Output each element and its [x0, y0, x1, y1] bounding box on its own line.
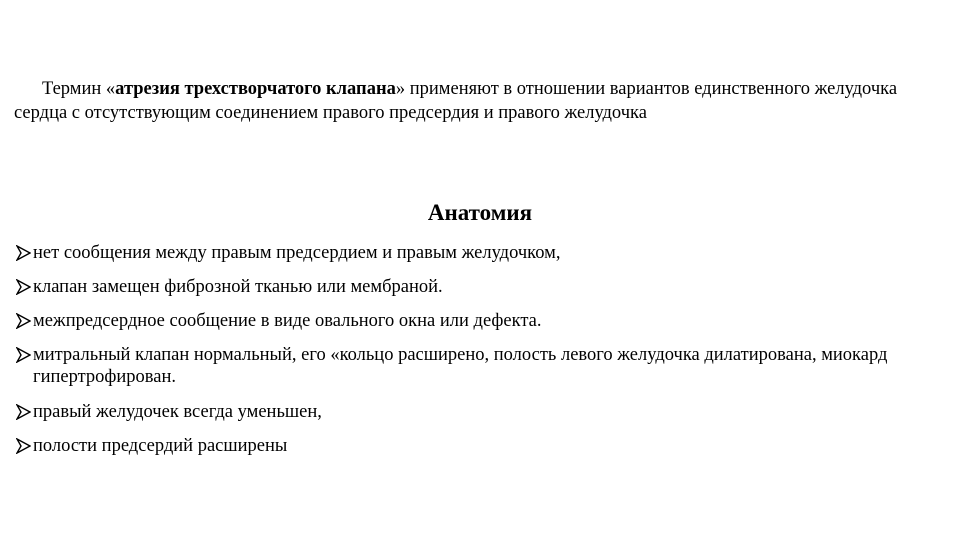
list-item	[16, 276, 916, 298]
list-item-text: нет сообщения между правым предсердием и правым желудочком,	[33, 243, 561, 263]
intro-paragraph	[14, 77, 934, 125]
list-item-text: полости предсердий расширены	[33, 436, 288, 456]
arrowhead-bullet-icon	[16, 310, 33, 332]
arrowhead-bullet-icon	[16, 435, 33, 457]
intro-suffix: » применяют в отношении вариантов единственного желудочка сердца с отсутствующим соединением правого предсердия и правого желудочка	[14, 79, 898, 123]
arrowhead-bullet-icon	[16, 276, 33, 298]
list-item-text: правый желудочек всегда уменьшен,	[33, 402, 322, 422]
list-item	[16, 344, 916, 388]
list-item	[16, 242, 916, 264]
intro-term: атрезия трехстворчатого клапана	[115, 79, 396, 99]
section-heading: Анатомия	[427, 200, 533, 225]
intro-prefix: Термин «	[42, 79, 116, 99]
arrowhead-bullet-icon	[16, 344, 33, 366]
list-item	[16, 435, 916, 457]
arrowhead-bullet-icon	[16, 242, 33, 264]
list-item	[16, 401, 916, 423]
anatomy-list	[16, 242, 916, 469]
list-item-text: межпредсердное сообщение в виде овального окна или дефекта.	[33, 311, 542, 331]
list-item-text: митральный клапан нормальный, его «кольцо расширено, полость левого желудочка дилатирована, миокард гипертрофирован.	[33, 345, 888, 387]
arrowhead-bullet-icon	[16, 401, 33, 423]
list-item-text: клапан замещен фиброзной тканью или мембраной.	[33, 277, 443, 297]
list-item	[16, 310, 916, 332]
